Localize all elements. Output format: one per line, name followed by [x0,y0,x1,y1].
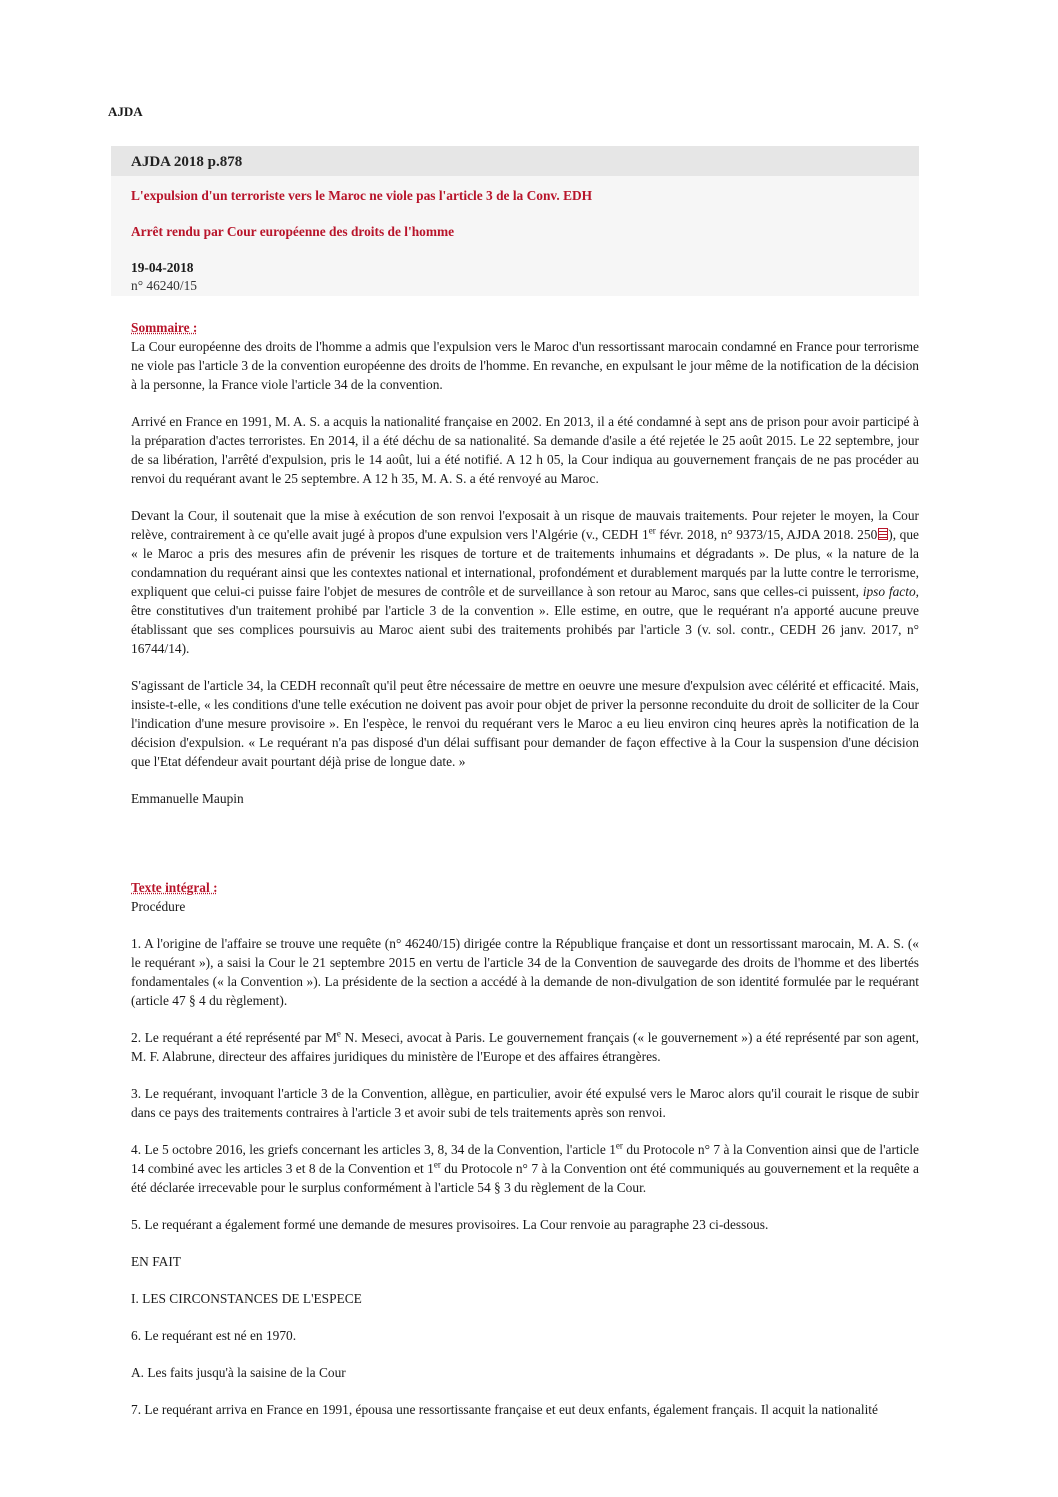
sommaire-paragraph-4: S'agissant de l'article 34, la CEDH reconnaît qu'il peut être nécessaire de mettre en oeuvre une mesure d'expulsion avec célérité et efficacité. Mais, insiste-t-elle, « les conditions d'une telle exécution ne doivent pas avoir pour objet de priver la personne reconduite du droit de solliciter de la Cour l'indication d'une mesure provisoire ». En l'espèce, le renvoi du requérant vers le Maroc a eu lieu environ cinq heures après la notification de la décision d'expulsion. « Le requérant n'a pas disposé d'un délai suffisant pour demander de façon effective à la Cour la suspension d'une décision que l'Etat défendeur avait pourtant déjà prise de longue date. » [131,678,919,769]
sommaire-paragraph-3: Devant la Cour, il soutenait que la mise à exécution de son renvoi l'exposait à un risque de mauvais traitements. Pour rejeter le moyen, la Cour relève, contrairement à ce qu'elle avait jugé à propos d'une expulsion vers l'Algérie (v., CEDH 1er févr. 2018, n° 9373/15, AJDA 2018. 250 ), que « le Maroc a pris des mesures afin de prévenir les risques de torture et de traitements inhumains et dégradants ». De plus, « la nature de la condamnation du requérant ainsi que les contextes national et international, profondément et durablement marqués par la lutte contre le terrorisme, expliquent que celui-ci puisse faire l'objet de mesures de contrôle et de surveillance à son retour au Maroc, sans que celles-ci puissent, ipso facto, être constitutives d'un traitement prohibé par l'article 3 de la convention ». Elle estime, en outre, que le requérant n'a apporté aucune preuve établissant que ses complices poursuivis au Maroc aient subi des traitements prohibés par l'article 3 (v. sol. contr., CEDH 26 janv. 2017, n° 16744/14). [131,508,920,656]
circonstances-heading: I. LES CIRCONSTANCES DE L'ESPECE [131,1291,362,1306]
texte-paragraph-5: 5. Le requérant a également formé une demande de mesures provisoires. La Cour renvoie au paragraphe 23 ci-dessous. [131,1217,769,1232]
texte-paragraph-2: 2. Le requérant a été représenté par Me N. Meseci, avocat à Paris. Le gouvernement français (« le gouvernement ») a été représenté par son agent, M. F. Alabrune, directeur des affaires juridiques du ministère de l'Europe et des affaires étrangères. [131,1028,919,1064]
texte-paragraph-7: 7. Le requérant arriva en France en 1991, épousa une ressortissante française et eut deux enfants, également français. Il acquit la nationalité [131,1402,878,1417]
texte-paragraph-4: 4. Le 5 octobre 2016, les griefs concernant les articles 3, 8, 34 de la Convention, l'article 1er du Protocole n° 7 à la Convention ainsi que de l'article 14 combiné avec les articles 3 et 8 de la Convention et 1er du Protocole n° 7 à la Convention ont été communiqués au gouvernement et la requête a été déclarée irrecevable pour le surplus conformément à l'article 54 § 3 du règlement de la Cour. [131,1140,919,1195]
texte-paragraph-3: 3. Le requérant, invoquant l'article 3 de la Convention, allègue, en particulier, avoir été expulsé vers le Maroc alors qu'il courait le risque de subir dans ce pays des traitements contraires à l'article 3 et avoir subi de tels traitements après son renvoi. [131,1086,919,1120]
texte-integral-heading: Texte intégral : [131,880,218,895]
article-content [131,318,919,1419]
en-fait-heading: EN FAIT [131,1254,181,1269]
sommaire-paragraph-1: La Cour européenne des droits de l'homme a admis que l'expulsion vers le Maroc d'un ressortissant marocain condamné en France pour terrorisme ne viole pas l'article 3 de la convention européenne des droits de l'homme. En revanche, en expulsant le jour même de la notification de la décision à la personne, la France viole l'article 34 de la convention. [131,339,919,392]
sommaire-heading: Sommaire : [131,320,198,335]
document-link-icon[interactable] [878,528,888,540]
procedure-heading: Procédure [131,899,186,914]
case-number: n° 46240/15 [131,278,197,293]
article-reference: AJDA 2018 p.878 [111,146,919,176]
texte-paragraph-1: 1. A l'origine de l'affaire se trouve une requête (n° 46240/15) dirigée contre la République française et dont un ressortissant marocain, M. A. S. (« le requérant »), a saisi la Cour le 21 septembre 2015 en vertu de l'article 34 de la Convention de sauvegarde des droits de l'homme et des libertés fondamentales (« la Convention »). La présidente de la section a accédé à la demande de non-divulgation de son identité formulée par le requérant (article 47 § 4 du règlement). [131,936,919,1008]
texte-paragraph-6: 6. Le requérant est né en 1970. [131,1328,297,1343]
decision-date: 19-04-2018 [131,260,194,275]
article-title: L'expulsion d'un terroriste vers le Maroc ne viole pas l'article 3 de la Conv. EDH [131,188,593,203]
author: Emmanuelle Maupin [131,791,244,806]
article-header-body [111,176,919,296]
sommaire-paragraph-2: Arrivé en France en 1991, M. A. S. a acquis la nationalité française en 2002. En 2013, il a été condamné à sept ans de prison pour avoir participé à la préparation d'actes terroristes. En 2014, il a été déchu de sa nationalité. Sa demande d'asile a été rejetée le 25 août 2015. Le 22 septembre, jour de sa libération, l'arrêté d'expulsion, pris le 14 août, lui a été notifié. A 12 h 05, la Cour indiqua au gouvernement français de ne pas procéder au renvoi du requérant avant le 25 septembre. A 12 h 35, M. A. S. a été renvoyé au Maroc. [131,414,919,486]
article-header [111,146,919,296]
publication-label: AJDA [108,104,143,119]
article-subtitle: Arrêt rendu par Cour européenne des droits de l'homme [131,224,455,239]
faits-heading: A. Les faits jusqu'à la saisine de la Cour [131,1365,346,1380]
